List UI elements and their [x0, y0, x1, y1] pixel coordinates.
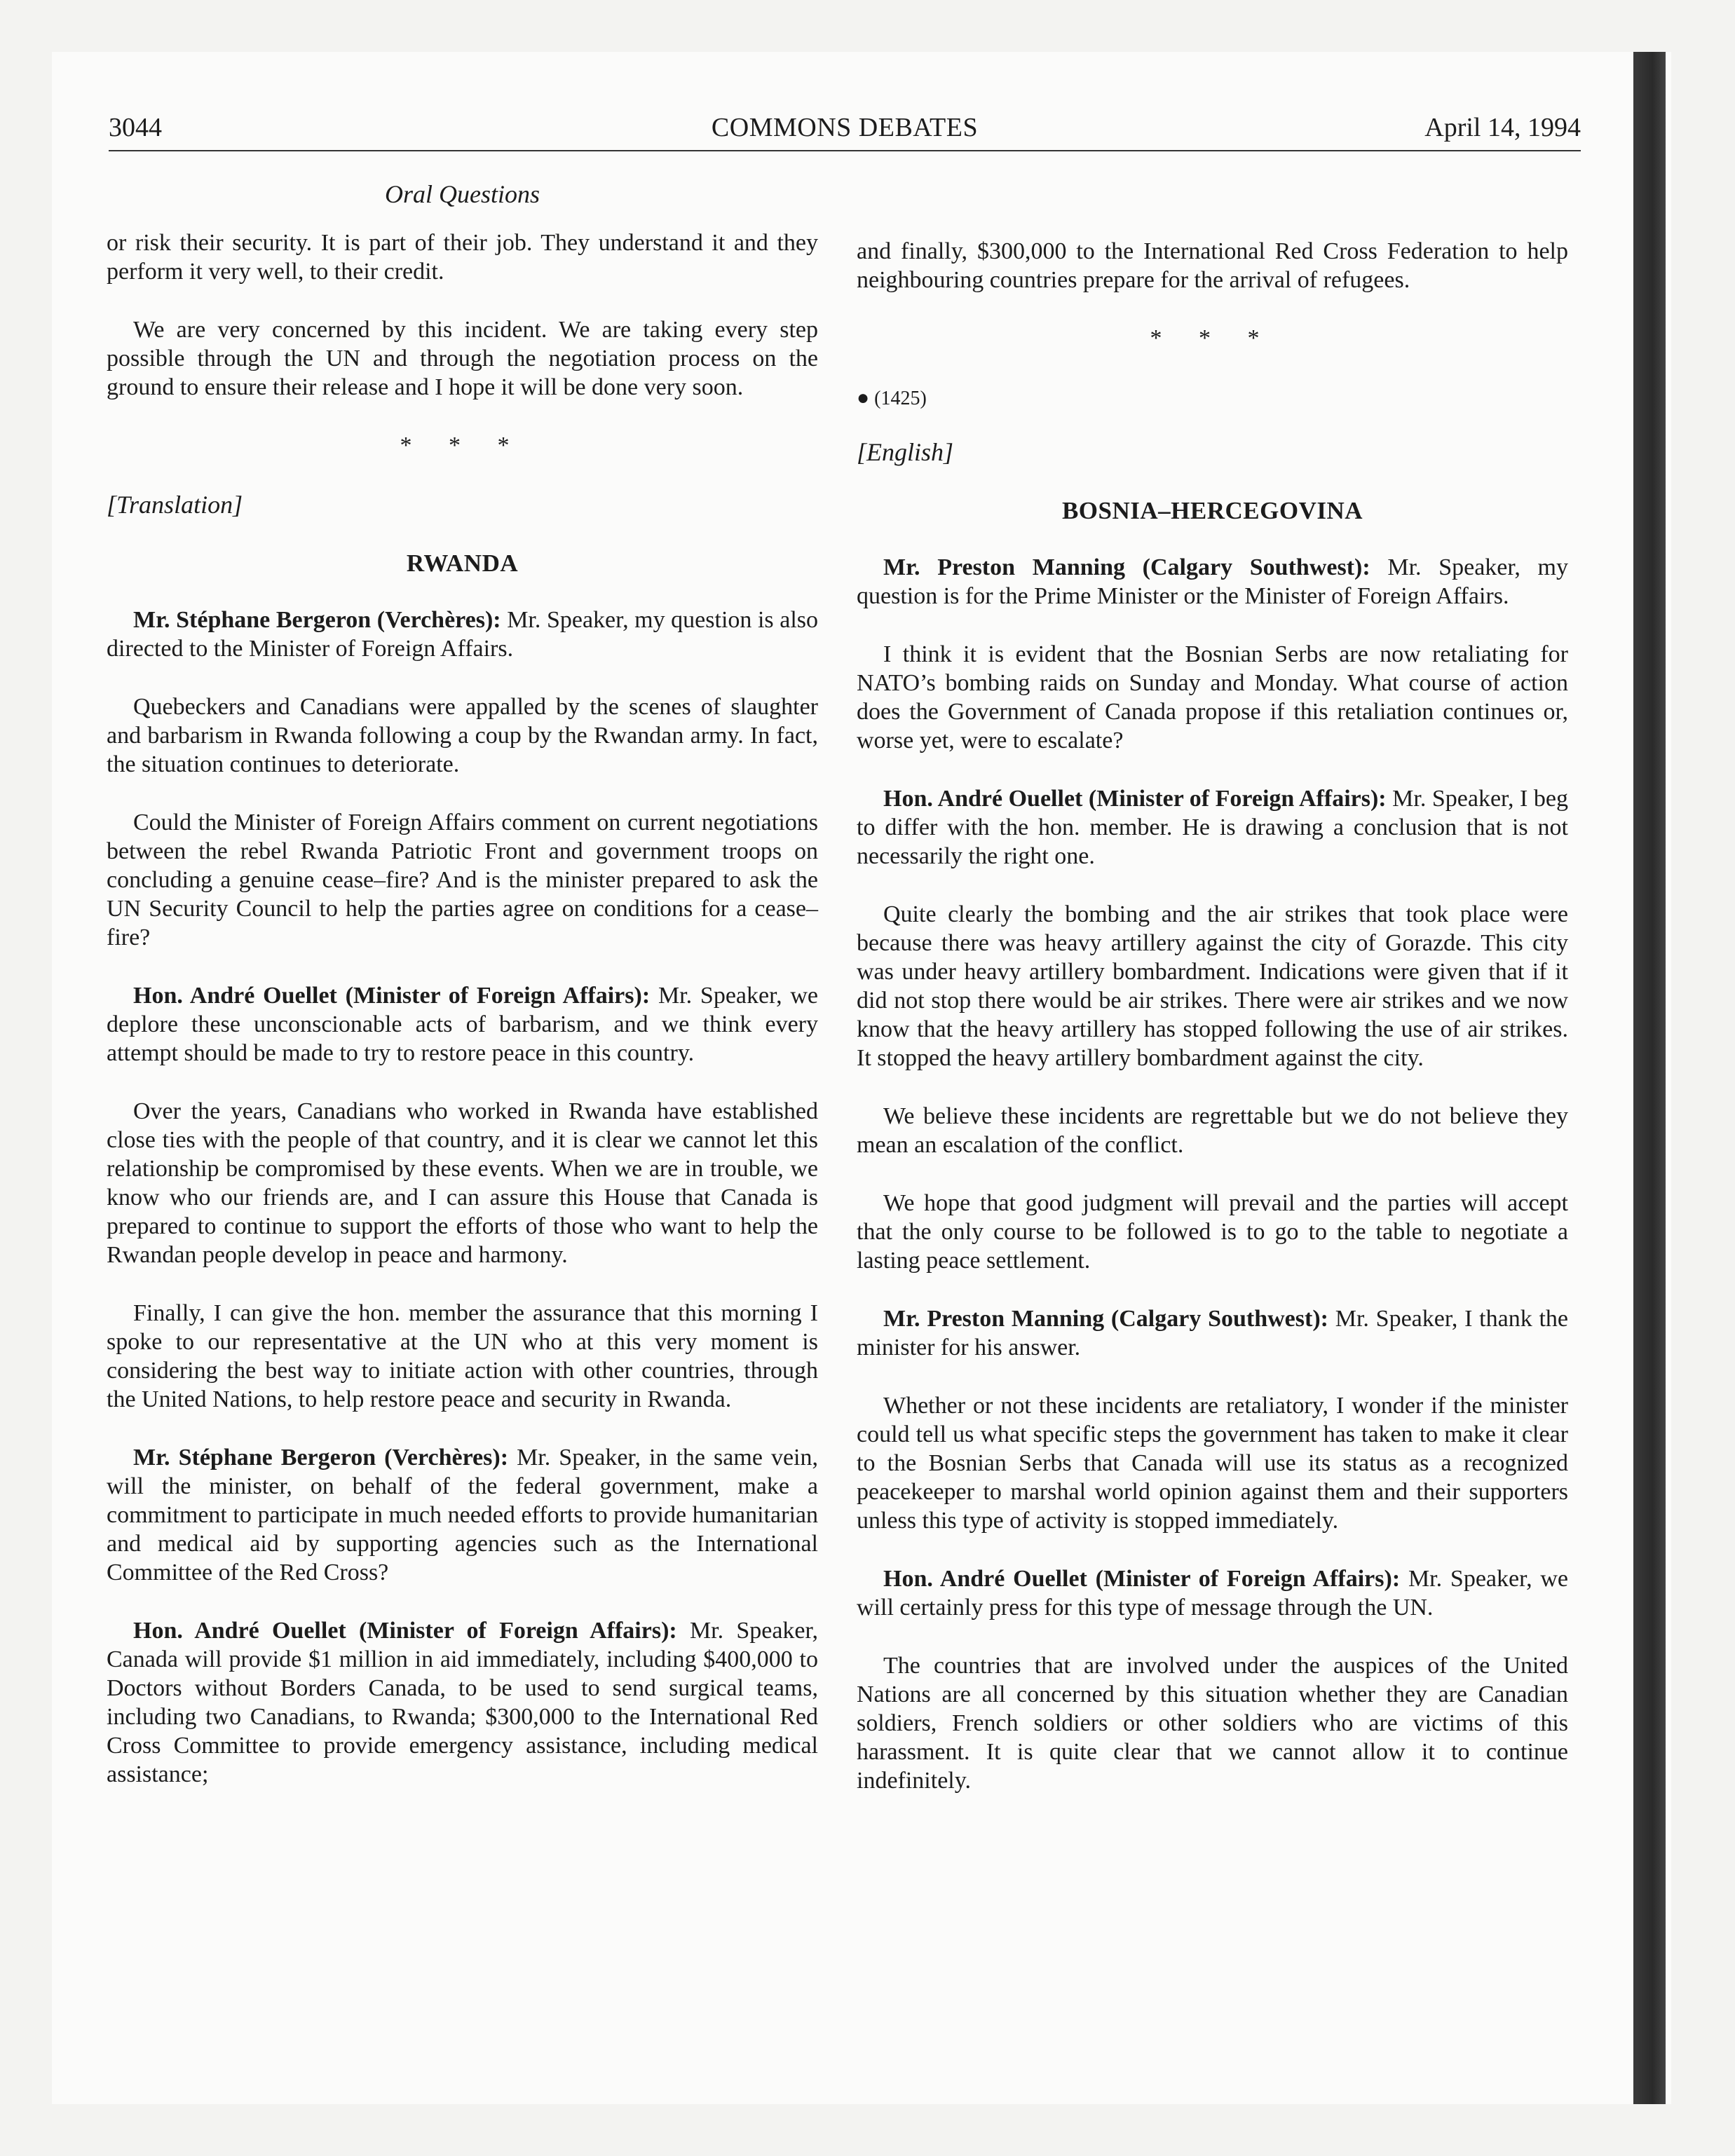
speaker-name: Hon. André Ouellet (Minister of Foreign Affairs): — [133, 1618, 677, 1644]
paragraph: Quebeckers and Canadians were appalled by the scenes of slaughter and barbarism in Rwanda following a coup by the Rwandan army. In fact, the situation continues to deteriorate. — [107, 694, 818, 777]
paragraph: The countries that are involved under the auspices of the United Nations are all concerned by this situation whether they are Canadian soldiers, French soldiers or other soldiers who are victims of this harassment. It is quite clear that we cannot allow it to continue indefinitely. — [857, 1653, 1568, 1794]
left-column — [107, 179, 818, 1818]
right-column — [857, 237, 1568, 1824]
timestamp — [857, 383, 1568, 413]
paragraph: or risk their security. It is part of their job. They understand it and they perform it very well, to their credit. — [107, 230, 818, 285]
speech-paragraph — [107, 981, 818, 1067]
paragraph: We believe these incidents are regrettable but we do not believe they mean an escalation of the conflict. — [857, 1103, 1568, 1158]
paragraph: We hope that good judgment will prevail and the parties will accept that the only course to be followed is to go to the table to negotiate a lasting peace settlement. — [857, 1190, 1568, 1274]
paragraph: and finally, $300,000 to the International Red Cross Federation to help neighbouring countries prepare for the arrival of refugees. — [857, 238, 1568, 293]
speech-paragraph — [107, 1443, 818, 1587]
english-label: [English] — [857, 438, 954, 466]
paragraph: We are very concerned by this incident. We are taking every step possible through the UN and through the negotiation process on the ground to ensure their release and I hope it will be done very soon. — [107, 317, 818, 400]
page-header — [109, 112, 1581, 147]
speech-paragraph — [857, 784, 1568, 871]
speaker-name: Hon. André Ouellet (Minister of Foreign Affairs): — [883, 1566, 1401, 1592]
paragraph: Could the Minister of Foreign Affairs comment on current negotiations between the rebel Rwanda Patriotic Front and government troops on concluding a genuine cease–fire? And is the minister prepared to ask the UN Security Council to help the parties agree on conditions for a cease–fire? — [107, 810, 818, 950]
paragraph: I think it is evident that the Bosnian Serbs are now retaliating for NATO’s bombing raids on Sunday and Monday. What course of action does the Government of Canada propose if this retaliation continues or, worse yet, were to escalate? — [857, 641, 1568, 753]
running-head: Oral Questions — [384, 180, 540, 208]
speaker-name: Mr. Preston Manning (Calgary Southwest): — [883, 554, 1370, 580]
speaker-name: Hon. André Ouellet (Minister of Foreign Affairs): — [133, 983, 651, 1009]
section-heading-rwanda: RWANDA — [406, 550, 519, 577]
paragraph: Finally, I can give the hon. member the assurance that this morning I spoke to our representative at the UN who at this very moment is considering the best way to initiate action with other countries, through the United Nations, to help restore peace and security in Rwanda. — [107, 1300, 818, 1412]
page-number: 3044 — [109, 113, 162, 142]
speaker-name: Mr. Stéphane Bergeron (Verchères): — [133, 607, 501, 633]
section-separator: * * * — [1150, 325, 1275, 351]
timestamp-value: (1425) — [874, 388, 927, 409]
scan-edge-shadow — [1633, 52, 1666, 2104]
paragraph: Whether or not these incidents are retaliatory, I wonder if the minister could tell us what specific steps the government has taken to make it clear to the Bosnian Serbs that Canada will use its status as a recognized peacekeeper to marshal world opinion against them and their supporters unless this type of activity is stopped immediately. — [857, 1393, 1568, 1534]
speech-paragraph — [857, 1304, 1568, 1362]
translation-label: [Translation] — [107, 491, 243, 519]
speech-text: Mr. Speaker, my question is also directed to the Minister of Foreign Affairs. — [107, 607, 818, 662]
speech-text: Mr. Speaker, we will certainly press for this type of message through the UN. — [857, 1566, 1569, 1621]
section-heading-bosnia: BOSNIA–HERCEGOVINA — [1061, 497, 1363, 524]
speech-paragraph — [107, 606, 818, 663]
publication-date: April 14, 1994 — [1424, 113, 1581, 142]
publication-title: COMMONS DEBATES — [711, 113, 979, 142]
speech-paragraph — [107, 1616, 818, 1789]
paragraph: Quite clearly the bombing and the air strikes that took place were because there was heavy artillery against the city of Gorazde. This city was under heavy artillery bombardment. Indications were given that if it did not stop there would be air strikes. There were air strikes and we now know that the heavy artillery has stopped following the use of air strikes. It stopped the heavy artillery bombardment against the city. — [857, 901, 1568, 1071]
paragraph: Over the years, Canadians who worked in Rwanda have established close ties with the people of that country, and it is clear we cannot let this relationship be compromised by these events. When we are in trouble, we know who our friends are, and I can assure this House that Canada is prepared to continue to support the efforts of those who want to help the Rwandan people develop in peace and harmony. — [107, 1098, 818, 1268]
speech-text: Mr. Speaker, in the same vein, will the minister, on behalf of the federal government, make a commitment to participate in much needed efforts to provide humanitarian and medical aid by supporting agencies such as the International Committee of the Red Cross? — [107, 1445, 818, 1585]
speech-paragraph — [857, 1564, 1568, 1622]
header-rule — [109, 150, 1581, 151]
section-separator: * * * — [400, 432, 525, 458]
speech-text: Mr. Speaker, I beg to differ with the hon. member. He is drawing a conclusion that is not necessarily the right one. — [857, 786, 1568, 869]
bullet-icon: ● — [857, 386, 870, 409]
speaker-name: Mr. Preston Manning (Calgary Southwest): — [883, 1306, 1328, 1332]
speaker-name: Hon. André Ouellet (Minister of Foreign Affairs): — [883, 786, 1387, 812]
speech-text: Mr. Speaker, my question is for the Prime Minister or the Minister of Foreign Affairs. — [857, 554, 1568, 609]
speaker-name: Mr. Stéphane Bergeron (Verchères): — [133, 1445, 509, 1471]
speech-paragraph — [857, 553, 1568, 610]
speech-text: Mr. Speaker, Canada will provide $1 million in aid immediately, including $400,000 to Doctors without Borders Canada, to be used to send surgical teams, including two Canadians, to Rwanda; $300,000 to the International Red Cross Committee to provide emergency assistance, including medical assistance; — [107, 1618, 818, 1787]
speech-text: Mr. Speaker, I thank the minister for his answer. — [857, 1306, 1569, 1360]
speech-text: Mr. Speaker, we deplore these unconscionable acts of barbarism, and we think every attempt should be made to try to restore peace in this country. — [107, 983, 819, 1066]
